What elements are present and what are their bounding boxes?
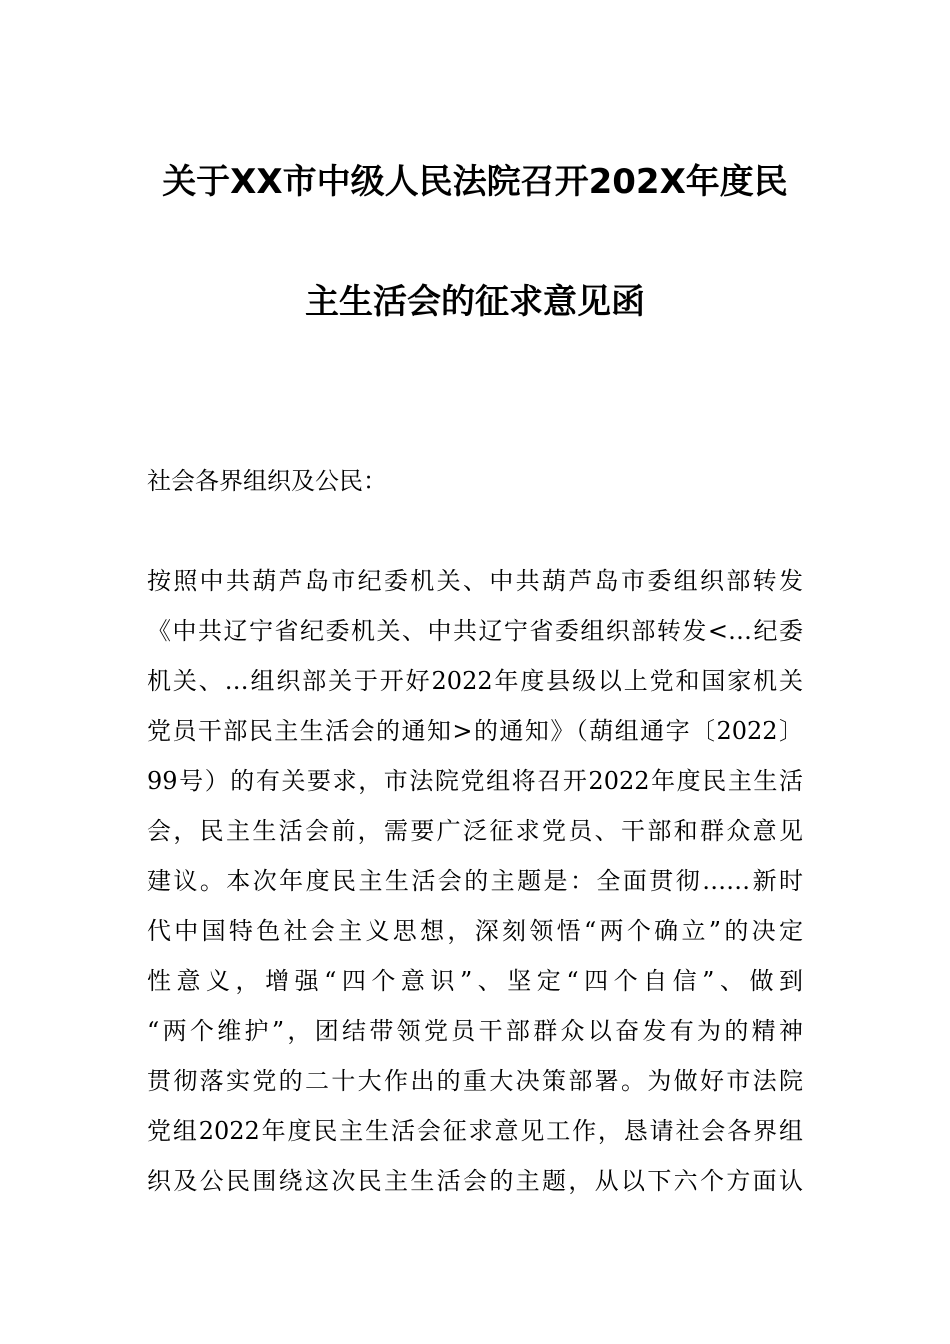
salutation: 社会各界组织及公民： — [147, 467, 387, 495]
body-line-4: 党员干部民主生活会的通知>的通知》（葫组通字〔2022〕 — [147, 717, 803, 745]
body-line-2: 《中共辽宁省纪委机关、中共辽宁省委组织部转发<…纪委 — [147, 617, 803, 645]
body-line-5: 99号）的有关要求，市法院党组将召开2022年度民主生活 — [147, 767, 803, 795]
body-line-1: 按照中共葫芦岛市纪委机关、中共葫芦岛市委组织部转发 — [147, 567, 803, 595]
body-line-9: 性意义，增强“四个意识”、坚定“四个自信”、做到 — [147, 967, 803, 995]
document-title-line-2: 主生活会的征求意见函 — [305, 282, 645, 322]
body-line-3: 机关、…组织部关于开好2022年度县级以上党和国家机关 — [147, 667, 803, 695]
body-line-12: 党组2022年度民主生活会征求意见工作，恳请社会各界组 — [147, 1117, 803, 1145]
body-line-7: 建议。本次年度民主生活会的主题是：全面贯彻……新时 — [147, 867, 803, 895]
body-line-11: 贯彻落实党的二十大作出的重大决策部署。为做好市法院 — [147, 1067, 803, 1095]
body-line-8: 代中国特色社会主义思想，深刻领悟“两个确立”的决定 — [147, 917, 803, 945]
body-line-6: 会，民主生活会前，需要广泛征求党员、干部和群众意见 — [147, 817, 803, 845]
body-line-10: “两个维护”，团结带领党员干部群众以奋发有为的精神 — [147, 1017, 803, 1045]
document-title-line-1: 关于XX市中级人民法院召开202X年度民 — [162, 162, 788, 202]
body-line-13: 织及公民围绕这次民主生活会的主题，从以下六个方面认 — [147, 1167, 803, 1195]
